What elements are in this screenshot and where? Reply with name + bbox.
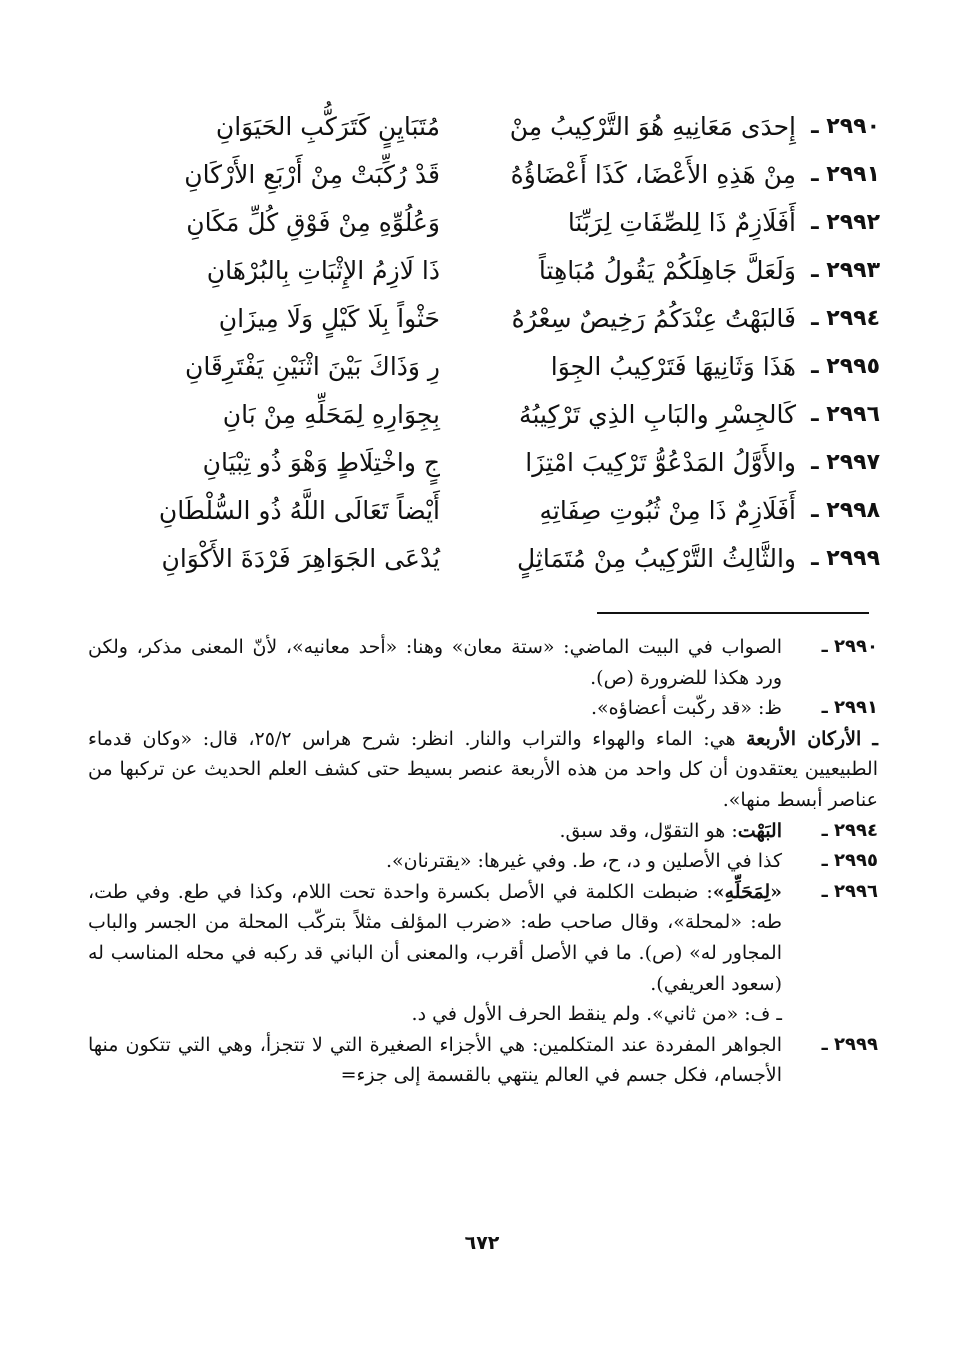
verse-second-hemistich: حَثْواً بِلَا كَيْلٍ وَلَا مِيزَانِ [218,304,440,333]
verse-first-hemistich: مِنْ هَذِهِ الأَعْضَا، كَذَا أَعْضَاؤُهُ [510,160,796,189]
footnote-number: ٢٩٩٠ ـ [821,636,878,657]
footnote-number: ٢٩٩٩ ـ [821,1033,878,1055]
footnote [88,724,878,816]
footnote-text: ـ ف: «من ثاني». ولم ينقط الحرف الأول في د. [411,1003,782,1026]
verse-number: ٢٩٩٢ ـ [811,210,880,235]
page-number: ٦٧٢ [464,1232,500,1254]
verse-number: ٢٩٩٦ ـ [811,402,880,427]
verse-first-hemistich: إِحدَى مَعَانِيهِ هُوَ التَّرْكِيبُ مِنْ [509,112,796,141]
verse-second-hemistich: قَدْ رُكِّبَتْ مِنْ أَرْبَعِ الأَرْكَانِ [184,160,440,189]
footnote-text: الصواب في البيت الماضي: «ستة معان» وهنا: «أحد معانيه»، لأنّ المعنى مذكر، ولكن ورد هكذا للضرورة (ص). [88,636,782,689]
footnote-divider [597,612,869,614]
footnote-text: الجواهر المفردة عند المتكلمين: هي الأجزاء الصغيرة التي لا تتجزأ، وهي التي تتكون منها الأجسام، فكل جسم في العالم ينتهي بالقسمة إلى جزء= [88,1033,782,1087]
footnote [88,693,878,724]
footnote [88,877,878,999]
verse-number: ٢٩٩٥ ـ [811,354,880,379]
footnote-text: كذا في الأصلين و د، ح، ط. وفي غيرها: «يقترنان». [386,850,782,873]
verse-number: ٢٩٩٤ ـ [811,306,880,331]
footnote [88,846,878,877]
verse [80,391,880,439]
verse-number: ٢٩٩٨ ـ [811,498,880,523]
verse-second-hemistich: أَيْضاً تَعَالَى اللَّهُ ذُو السُّلْطَانِ [158,496,440,525]
footnote-text: ظ: «قد ركّبت أعضاؤه». [590,697,782,720]
verse [80,247,880,295]
verse-first-hemistich: والأَوَّلُ المَدْعُوُّ تَرْكِيبَ امْتِزَا [525,448,796,477]
footnote-keyword: ـ الأركان الأربعة [746,727,878,750]
verse [80,199,880,247]
footnote-keyword: البَهْت [737,819,782,842]
verse [80,295,880,343]
verse-second-hemistich: يُدْعَى الجَوَاهِرَ فَرْدَةَ الأَكْوَانِ [161,544,440,573]
verse-second-hemistich: مُتَبَايِنٍ كَتَرَكُّبِ الحَيَوَانِ [215,112,440,141]
footnote-number: ٢٩٩٤ ـ [821,819,878,841]
verse-number: ٢٩٩١ ـ [811,162,880,187]
verse-number: ٢٩٩٣ ـ [811,258,880,283]
footnote-keyword: «لِمَحَلِّهِ» [712,880,782,903]
footnote-text: : ضبطت الكلمة في الأصل بكسرة واحدة تحت اللام، وكذا في طع. وفي طت، طه: «لمحلة»، وقال صاحب طه: «ضرب المؤلف مثلاً بتركّب المحلة من الجسر والباب المجاور له» (ص). ما في الأصل أقرب، والمعنى أن الباني قد ركبه في محله المناسب له (سعود العريفي). [88,880,782,995]
footnote-text: : هو التقوّل، وقد سبق. [559,819,738,842]
footnote-number: ٢٩٩١ ـ [821,697,878,719]
verse [80,487,880,535]
footnote [88,1030,878,1091]
footnote-number: ٢٩٩٥ ـ [821,850,878,872]
verse-first-hemistich: والثَّالِثُ التَّرْكِيبُ مِنْ مُتَمَاثِلٍ [516,544,796,573]
footnote [88,632,878,693]
verse [80,343,880,391]
verse-first-hemistich: هَذَا وَثَانِيهَا فَتَرْكِيبُ الجِوَا [550,352,796,381]
verse-first-hemistich: أَفَلَازِمٌ ذَا لِلصِّفَاتِ لِرَبِّنَا [567,208,796,237]
footnote-number: ٢٩٩٦ ـ [821,880,878,902]
verse-first-hemistich: وَلَعَلَّ جَاهِلَكُمْ يَقُولُ مُبَاهِتاً [538,256,796,285]
footnote [88,999,878,1030]
footnotes [88,632,878,1091]
footnote-text: هي: الماء والهواء والتراب والنار. انظر: شرح هراس ٢٥/٢، قال: «وكان قدماء الطبيعيين يعتقدون أن كل واحد من هذه الأربعة عنصر بسيط حتى كشف العلم الحديث عن تركبها من عناصر أبسط منها». [88,727,878,811]
verse-second-hemistich: جٍ واخْتِلَاطٍ وَهْوَ ذُو تِبْيَانِ [202,448,440,477]
verse-second-hemistich: ذَا لَازِمُ الإِثْبَاتِ بِالبُرْهَانِ [206,256,440,285]
verse [80,103,880,151]
verse-first-hemistich: فَالبَهْتُ عِنْدَكُمُ رَخِيصٌ سِعْرُهُ [511,304,796,333]
verse-second-hemistich: بِجِوَارِهِ لِمَحَلِّهِ مِنْ بَانِ [222,400,440,429]
verse-second-hemistich: وَعُلُوِّهِ مِنْ فَوْقِ كُلِّ مَكَانِ [186,208,440,237]
verse-first-hemistich: كَالجِسْرِ والبَابِ الذِي تَرْكِيبُهُ [519,400,796,429]
poem-verses [80,103,880,583]
footnote [88,816,878,847]
verse [80,439,880,487]
verse-first-hemistich: أَفَلَازِمٌ ذَا مِنْ ثُبُوتِ صِفَاتِهِ [539,496,796,525]
verse-number: ٢٩٩٧ ـ [811,450,880,475]
verse [80,151,880,199]
verse-number: ٢٩٩٩ ـ [811,546,880,571]
verse [80,535,880,583]
verse-number: ٢٩٩٠ ـ [811,114,880,139]
verse-second-hemistich: رِ وَذَاكَ بَيْنَ اثْنَيْنِ يَفْتَرِقَانِ [184,352,440,381]
